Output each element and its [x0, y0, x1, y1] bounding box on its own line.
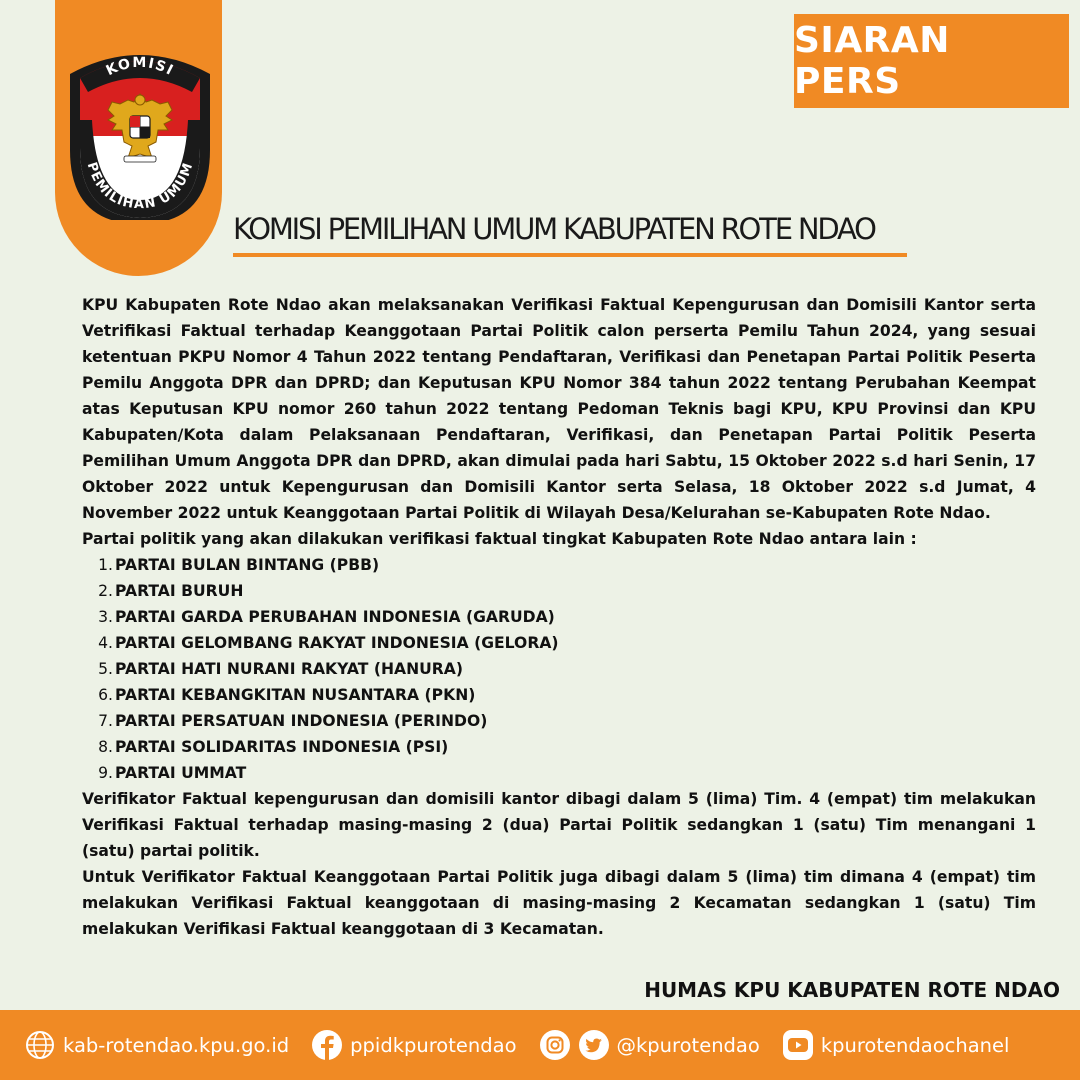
youtube-link[interactable]	[782, 1029, 1010, 1061]
organization-title: KOMISI PEMILIHAN UMUM KABUPATEN ROTE NDAO	[233, 212, 875, 246]
list-item-party: PARTAI PERSATUAN INDONESIA (PERINDO)	[115, 712, 488, 730]
press-release-body	[82, 292, 1036, 942]
list-item-number: 1.	[98, 556, 113, 574]
list-item	[82, 734, 1036, 760]
membership-paragraph: Untuk Verifikator Faktual Keanggotaan Partai Politik juga dibagi dalam 5 (lima) tim dimana 4 (empat) tim melakukan Verifikasi Faktual keanggotaan di masing-masing 2 Kecamatan sedangkan 1 (satu) Tim melakukan Verifikasi Faktual keanggotaan di 3 Kecamatan.	[82, 868, 1036, 938]
list-item-party: PARTAI GARDA PERUBAHAN INDONESIA (GARUDA)	[115, 608, 555, 626]
emblem-bottom-text: PEMILIHAN UMUM	[83, 160, 197, 213]
list-item-party: PARTAI GELOMBANG RAKYAT INDONESIA (GELORA)	[115, 634, 559, 652]
list-item-number: 5.	[98, 660, 113, 678]
twitter-icon	[578, 1029, 610, 1061]
instagram-icon	[539, 1029, 571, 1061]
list-item	[82, 708, 1036, 734]
list-item-number: 8.	[98, 738, 113, 756]
list-item-number: 6.	[98, 686, 113, 704]
list-item	[82, 682, 1036, 708]
list-item-number: 4.	[98, 634, 113, 652]
youtube-text: kpurotendaochanel	[820, 1033, 1010, 1057]
kpu-emblem-logo	[68, 50, 212, 220]
list-item-number: 3.	[98, 608, 113, 626]
list-item-party: PARTAI HATI NURANI RAKYAT (HANURA)	[115, 660, 463, 678]
list-item-party: PARTAI BURUH	[115, 582, 244, 600]
youtube-icon	[782, 1029, 814, 1061]
signature: HUMAS KPU KABUPATEN ROTE NDAO	[644, 978, 1060, 1002]
list-item	[82, 604, 1036, 630]
team-paragraph: Verifikator Faktual kepengurusan dan domisili kantor dibagi dalam 5 (lima) Tim. 4 (empat) tim melakukan Verifikasi Faktual terhadap masing-masing 2 (dua) Partai Politik sedangkan 1 (satu) Tim menangani 1 (satu) partai politik.	[82, 790, 1036, 860]
list-item-number: 7.	[98, 712, 113, 730]
list-item-party: PARTAI UMMAT	[115, 764, 247, 782]
intro-paragraph: KPU Kabupaten Rote Ndao akan melaksanakan Verifikasi Faktual Kepengurusan dan Domisili Kantor serta Vetrifikasi Faktual terhadap Keanggotaan Partai Politik calon perserta Pemilu Tahun 2024, yang sesuai ketentuan PKPU Nomor 4 Tahun 2022 tentang Pendaftaran, Verifikasi dan Penetapan Partai Politik Peserta Pemilu Anggota DPR dan DPRD; dan Keputusan KPU Nomor 384 tahun 2022 tentang Perubahan Keempat atas Keputusan KPU nomor 260 tahun 2022 tentang Pedoman Teknis bagi KPU, KPU Provinsi dan KPU Kabupaten/Kota dalam Pelaksanaan Pendaftaran, Verifikasi, dan Penetapan Partai Politik Peserta Pemilihan Umum Anggota DPR dan DPRD, akan dimulai pada hari Sabtu, 15 Oktober 2022 s.d hari Senin, 17 Oktober 2022 untuk Kepengurusan dan Domisili Kantor serta Selasa, 18 Oktober 2022 s.d Jumat, 4 November 2022 untuk Keanggotaan Partai Politik di Wilayah Desa/Kelurahan se-Kabupaten Rote Ndao.	[82, 296, 1036, 522]
website-text: kab-rotendao.kpu.go.id	[63, 1033, 290, 1057]
website-link[interactable]	[24, 1029, 289, 1061]
facebook-link[interactable]	[311, 1029, 516, 1061]
list-item-party: PARTAI BULAN BINTANG (PBB)	[115, 556, 380, 574]
list-item-party: PARTAI SOLIDARITAS INDONESIA (PSI)	[115, 738, 449, 756]
facebook-text: ppidkpurotendao	[350, 1033, 517, 1057]
list-item	[82, 656, 1036, 682]
party-list	[82, 552, 1036, 786]
facebook-icon	[311, 1029, 343, 1061]
list-item-number: 9.	[98, 764, 113, 782]
footer-bar	[0, 1010, 1080, 1080]
list-item	[82, 630, 1036, 656]
title-underline	[233, 253, 907, 257]
social-handle-link[interactable]	[539, 1029, 760, 1061]
social-handle-text: @kpurotendao	[616, 1033, 760, 1057]
list-item	[82, 760, 1036, 786]
list-intro: Partai politik yang akan dilakukan verifikasi faktual tingkat Kabupaten Rote Ndao antara lain :	[82, 530, 917, 548]
list-item-number: 2.	[98, 582, 113, 600]
press-release-badge: SIARAN PERS	[794, 14, 1069, 108]
list-item	[82, 552, 1036, 578]
list-item	[82, 578, 1036, 604]
list-item-party: PARTAI KEBANGKITAN NUSANTARA (PKN)	[115, 686, 476, 704]
emblem-top-text: KOMISI	[103, 54, 177, 80]
globe-icon	[24, 1029, 56, 1061]
